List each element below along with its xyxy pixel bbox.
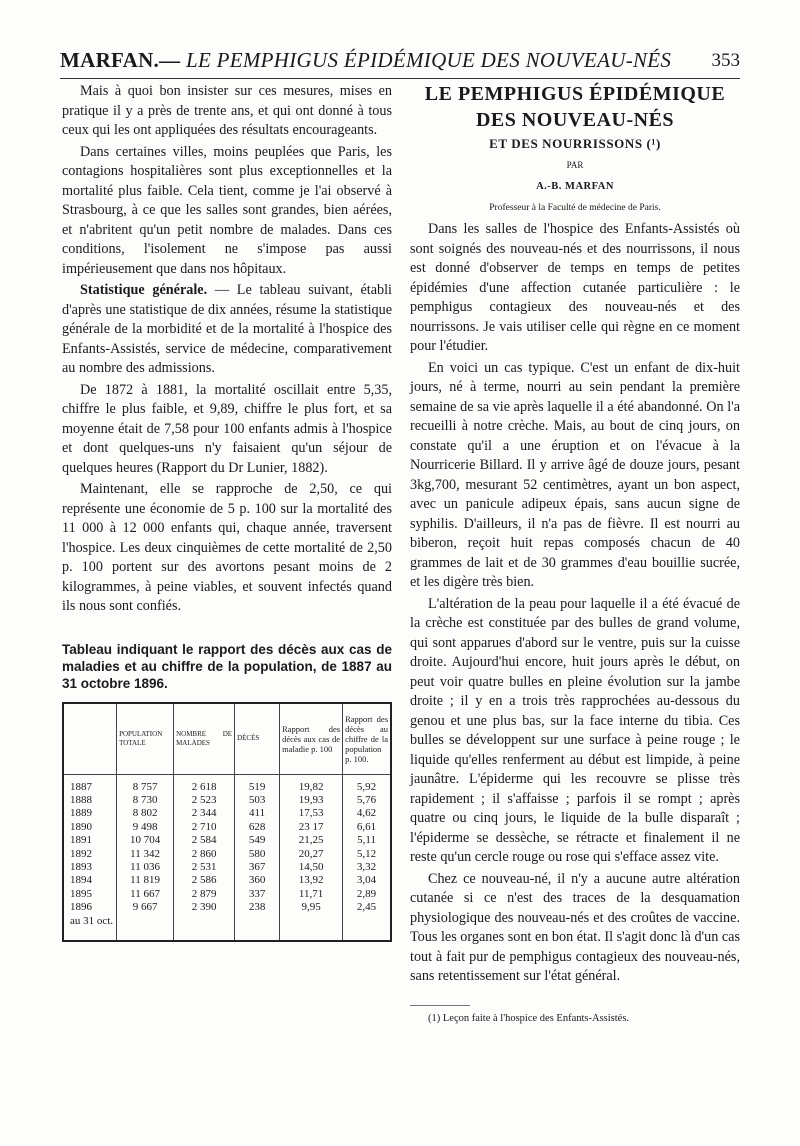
statistics-table [62,702,392,942]
table-cell: 2 710 [191,820,217,833]
left-column [62,82,392,942]
table-cell: 10 704 [129,834,161,847]
table-cell: 20,27 [298,847,324,860]
table-cell: 4,62 [356,807,377,820]
running-head-title: LE PEMPHIGUS ÉPIDÉMIQUE DES NOUVEAU-NÉS [185,48,672,72]
table-cell [346,915,387,928]
footnote: (1) Leçon faite à l'hospice des Enfants-Assistés. [428,1012,630,1024]
right-column [410,82,740,1025]
table-caption: Tableau indiquant le rapport des décès aux cas de maladies et au chiffre de la population, de 1887 au 31 octobre 1896. [62,641,392,691]
table-cell: 337 [248,887,266,900]
table-cell: 1895 [70,887,92,900]
paragraph: Dans les salles de l'hospice des Enfants-Assistés où sont soignés des nouveau-nés et des nourrissons, il nous est donné d'observer de temps en temps de petites épidémies d'une affection cutanée particulière : le pemphigus contagieux des nouveau-nés et des nourrissons. Je vais utiliser celle qui règne en ce moment pour l'étudier. [410,221,740,354]
table-cell: 1889 [70,807,92,820]
table-cell: au 31 oct. [70,914,114,927]
table-cell: 519 [248,780,266,793]
table-cell: 2 523 [191,793,217,806]
table-cell: 8 730 [132,793,158,806]
paragraph: En voici un cas typique. C'est un enfant de dix-huit jours, né à terme, nourri au sein pendant la première semaine de sa vie après laquelle il a été abandonné. On l'a recueilli à notre crèche. Mais, au bout de cinq jours, on constate qu'il a une éruption et on l'évacue à la Nourricerie Billard. Il y arrive âgé de douze jours, pesant 3kg,700, mesurant 52 centimètres, ayant un bon aspect, avec un panicule adipeux épais, sans aucun signe de syphilis. D'ailleurs, il n'a pas de fièvre. Il est nourri au biberon, reçoit huit repas composés chacun de 40 grammes de lait et de 30 grammes d'eau bouillie sucrée, et les digère très bien. [410,359,740,590]
table-cell: 1888 [70,793,92,806]
table-body-row [64,774,390,940]
table-cell [283,915,339,928]
table-cell: 5,12 [356,847,377,860]
table-header-population: POPULATION TOTALE [117,704,174,775]
table-cell: 411 [249,807,266,820]
paragraph-statistique [62,281,392,379]
paragraph: Dans certaines villes, moins peuplées que Paris, les contagions hospitalières sont plus exceptionnelles et la mortalité plus faible. Cela tient, comme je l'ai observé à Strasbourg, à ce que les salles sont grandes, bien aérées, et n'abritent qu'un petit nombre de malades. Dans ces conditions, l'isolement ne s'impose pas aussi impérieusement que dans nos hôpitaux. [62,143,392,277]
page-number: 353 [711,50,740,71]
table-cell: 8 757 [132,780,158,793]
table-cell: 23 17 [298,820,324,833]
table-cell: 9 498 [132,820,158,833]
table-cell: 17,53 [298,807,324,820]
table-header-row [64,704,390,775]
table-cell [238,915,276,928]
footnote-rule [410,1005,470,1006]
table-col-rapport-maladies [280,774,343,940]
article-par: PAR [566,159,584,170]
table-header-year [64,704,117,775]
paragraph: Chez ce nouveau-né, il n'y a aucune autre altération cutanée si ce n'est des traces de la desquamation physiologique des nouveau-nés et des croûtes de vaccine. Tous les organes sont en bon état. Il s'agit donc là d'un cas tout à fait pur de pemphigus contagieux des nouveau-nés, sans retentissement sur l'état général. [410,870,740,984]
table-cell: 549 [248,834,266,847]
running-head-text [60,48,671,73]
article-subtitle: ET DES NOURRISSONS (¹) [489,136,661,151]
table-cell: 580 [248,847,266,860]
table-cell: 2 860 [191,847,217,860]
table-cell: 8 802 [132,807,158,820]
table-cell: 1892 [70,847,92,860]
article-affiliation: Professeur à la Faculté de médecine de Paris. [489,202,661,213]
table-cell: 360 [248,874,266,887]
table-cell: 11 036 [130,860,160,873]
table-cell: 9 667 [132,901,158,914]
table-cell: 2,45 [356,901,377,914]
header-rule [60,78,740,79]
table-cell: 5,11 [357,834,376,847]
table-cell [177,915,231,928]
table-cell: 2 531 [191,860,217,873]
table-cell: 1894 [70,874,92,887]
table-cell: 2 879 [191,887,217,900]
table-cell: 11,71 [298,887,324,900]
table-cell: 1887 [70,780,92,793]
article-title-line-2: DES NOUVEAU-NÉS [475,109,675,131]
running-header [60,44,740,78]
running-head-author: MARFAN.— [60,48,181,72]
table-cell: 2 586 [191,874,217,887]
table-cell: 503 [248,793,266,806]
table-cell: 19,93 [298,793,324,806]
table-cell: 1890 [70,820,92,833]
table-cell: 11 819 [130,874,160,887]
table-cell: 1893 [70,860,92,873]
table-header-malades: NOMBRE DE MALADES [174,704,235,775]
table-header-rapport-maladies: Rapport des décès aux cas de maladie p. 100 [280,704,343,775]
table-cell: 1896 [70,901,92,914]
table-cell: 13,92 [298,874,324,887]
article-title-line-1: LE PEMPHIGUS ÉPIDÉMIQUE [424,83,726,105]
table-col-malades [174,774,235,940]
table-cell: 238 [248,901,266,914]
table-cell: 19,82 [298,780,324,793]
section-text: — Le tableau suivant, établi d'après une statistique de dix années, résume la statistique générale de la morbidité et de la mortalité à l'hospice des Enfants-Assistés, service de médecine, comparativement au nombre des admissions. [62,282,392,376]
section-title: Statistique générale. [80,282,208,298]
table-cell: 2 618 [191,780,217,793]
table-cell: 6,61 [356,820,377,833]
table-cell: 11 342 [130,847,160,860]
table-header-deces: DÉCÈS [235,704,280,775]
table-cell: 628 [248,820,266,833]
paragraph: Mais à quoi bon insister sur ces mesures, mises en pratique il y a près de trente ans, et qui ont donné à tous ceux qui les ont appliquées des résultats encourageants. [62,83,392,138]
paragraph: L'altération de la peau pour laquelle il a été évacué de la crèche est constituée par des bulles de grand volume, qui sont apparues d'abord sur le ventre, puis sur la cuisse droite. Aujourd'hui encore, huit jours après le début, on peut voir quatre bulles en pleine évolution sur la jambe droite ; il y en a trois très rapprochées au-dessous du genou et une plus bas, sur la face interne du tibia. Ces bulles se développent sur une surface à peine rouge ; le liquide qu'elles renferment au début est limpide, à peine jaunâtre. L'épiderme qui les recouvre se plisse très rapidement ; il s'affaisse ; parfois il se rompt ; après quatre ou cinq jours, le liquide de la bulle disparaît ; l'épiderme se dessèche, se rétracte et finalement il ne reste qu'un cercle rouge ou rose qui s'efface assez vite. [410,595,740,865]
table-cell: 2 390 [191,901,217,914]
table-cell: 3,32 [356,860,377,873]
paragraph: Maintenant, elle se rapproche de 2,50, ce qui représente une économie de 5 p. 100 sur la mortalité des 11 000 à 12 000 enfants qui, chaque année, traversent l'hospice. Les deux cinquièmes de cette mortalité de 2,50 p. 100 portent sur des avortons pesant moins de 2 kilogrammes, à peine viables, et souvent infectés quand ils nous sont confiés. [62,481,392,614]
table-cell: 9,95 [301,901,321,914]
table-cell: 5,76 [356,793,377,806]
table-cell: 11 667 [130,887,160,900]
table-cell: 21,25 [298,834,324,847]
table-cell: 367 [248,860,266,873]
table-cell: 2 584 [191,834,217,847]
table-cell [120,915,170,928]
table-cell: 5,92 [356,780,377,793]
table-cell: 3,04 [356,874,377,887]
table-col-rapport-population [343,774,390,940]
paragraph: De 1872 à 1881, la mortalité oscillait entre 5,35, chiffre le plus faible, et 9,89, chiffre le plus fort, et sa moyenne était de 7,58 pour 100 enfants admis à l'hospice et dont quelques-uns n'y faisaient qu'un séjour de quelques heures (Rapport du Dr Lunier, 1882). [62,381,392,476]
table-col-years [64,774,117,940]
table-col-population [117,774,174,940]
table-cell: 2 344 [191,807,217,820]
table-cell: 1891 [70,834,92,847]
article-author: A.-B. MARFAN [536,181,614,192]
table-cell: 2,89 [356,887,377,900]
table-cell: 14,50 [298,860,324,873]
table-header-rapport-population: Rapport des décès au chiffre de la population p. 100. [343,704,390,775]
table-col-deces [235,774,280,940]
